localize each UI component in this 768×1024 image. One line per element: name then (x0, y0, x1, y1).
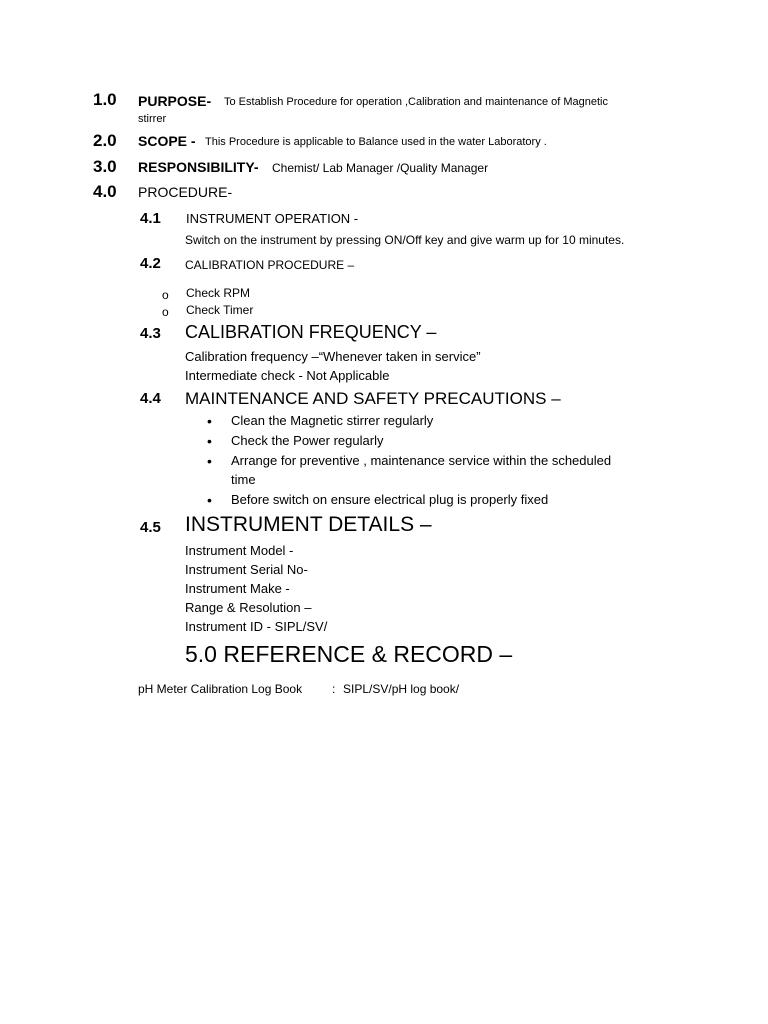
section-3-text: Chemist/ Lab Manager /Quality Manager (272, 161, 489, 175)
bullet-dot-icon: • (207, 413, 212, 429)
list-item: Before switch on ensure electrical plug is properly fixed (231, 492, 549, 507)
section-4-2-title: CALIBRATION PROCEDURE – (185, 258, 355, 272)
detail-row: Instrument Model - (185, 543, 294, 558)
section-2-number: 2.0 (93, 131, 117, 150)
section-4-4-title: MAINTENANCE AND SAFETY PRECAUTIONS – (185, 389, 561, 408)
list-item: Check RPM (186, 286, 251, 300)
section-4-2-number: 4.2 (140, 255, 161, 272)
detail-row: Instrument ID - SIPL/SV/ (185, 619, 328, 634)
section-1-text-line1: To Establish Procedure for operation ,Calibration and maintenance of Magnetic (224, 96, 609, 108)
section-4-1-title: INSTRUMENT OPERATION - (186, 211, 359, 226)
bullet-dot-icon: • (207, 492, 212, 508)
section-3-number: 3.0 (93, 157, 117, 176)
bullet-dot-icon: • (207, 433, 212, 449)
record-separator: : (332, 682, 336, 696)
section-4-3-title: CALIBRATION FREQUENCY – (185, 322, 437, 342)
section-1-title: PURPOSE- (138, 93, 212, 109)
list-item: Check Timer (186, 303, 254, 317)
section-4-1-number: 4.1 (140, 210, 161, 227)
record-label: pH Meter Calibration Log Book (138, 682, 303, 696)
section-4-1-text: Switch on the instrument by pressing ON/Off key and give warm up for 10 minutes. (185, 233, 625, 247)
section-3-title: RESPONSIBILITY- (138, 159, 259, 175)
section-4-number: 4.0 (93, 182, 117, 201)
section-4-5-title: INSTRUMENT DETAILS – (185, 513, 432, 536)
list-item: Check the Power regularly (231, 433, 384, 448)
section-4-3-line2: Intermediate check - Not Applicable (185, 368, 390, 383)
section-4-5-number: 4.5 (140, 519, 161, 536)
bullet-circle-icon: o (162, 288, 169, 302)
section-5-title: 5.0 REFERENCE & RECORD – (185, 641, 513, 667)
section-4-title: PROCEDURE- (138, 184, 233, 200)
section-4-4-number: 4.4 (140, 390, 161, 407)
detail-row: Instrument Serial No- (185, 562, 308, 577)
detail-row: Instrument Make - (185, 581, 290, 596)
list-item-continuation: time (231, 472, 256, 487)
list-item: Arrange for preventive , maintenance service within the scheduled (231, 453, 612, 468)
section-2-text: This Procedure is applicable to Balance used in the water Laboratory . (205, 136, 547, 148)
section-1-number: 1.0 (93, 90, 117, 109)
section-2-title: SCOPE - (138, 133, 196, 149)
bullet-circle-icon: o (162, 305, 169, 319)
bullet-dot-icon: • (207, 453, 212, 469)
detail-row: Range & Resolution – (185, 600, 312, 615)
section-4-3-line1: Calibration frequency –“Whenever taken in service” (185, 349, 481, 364)
section-4-3-number: 4.3 (140, 325, 161, 342)
section-1-text-line2: stirrer (138, 113, 167, 125)
list-item: Clean the Magnetic stirrer regularly (231, 413, 434, 428)
record-value: SIPL/SV/pH log book/ (343, 682, 460, 696)
